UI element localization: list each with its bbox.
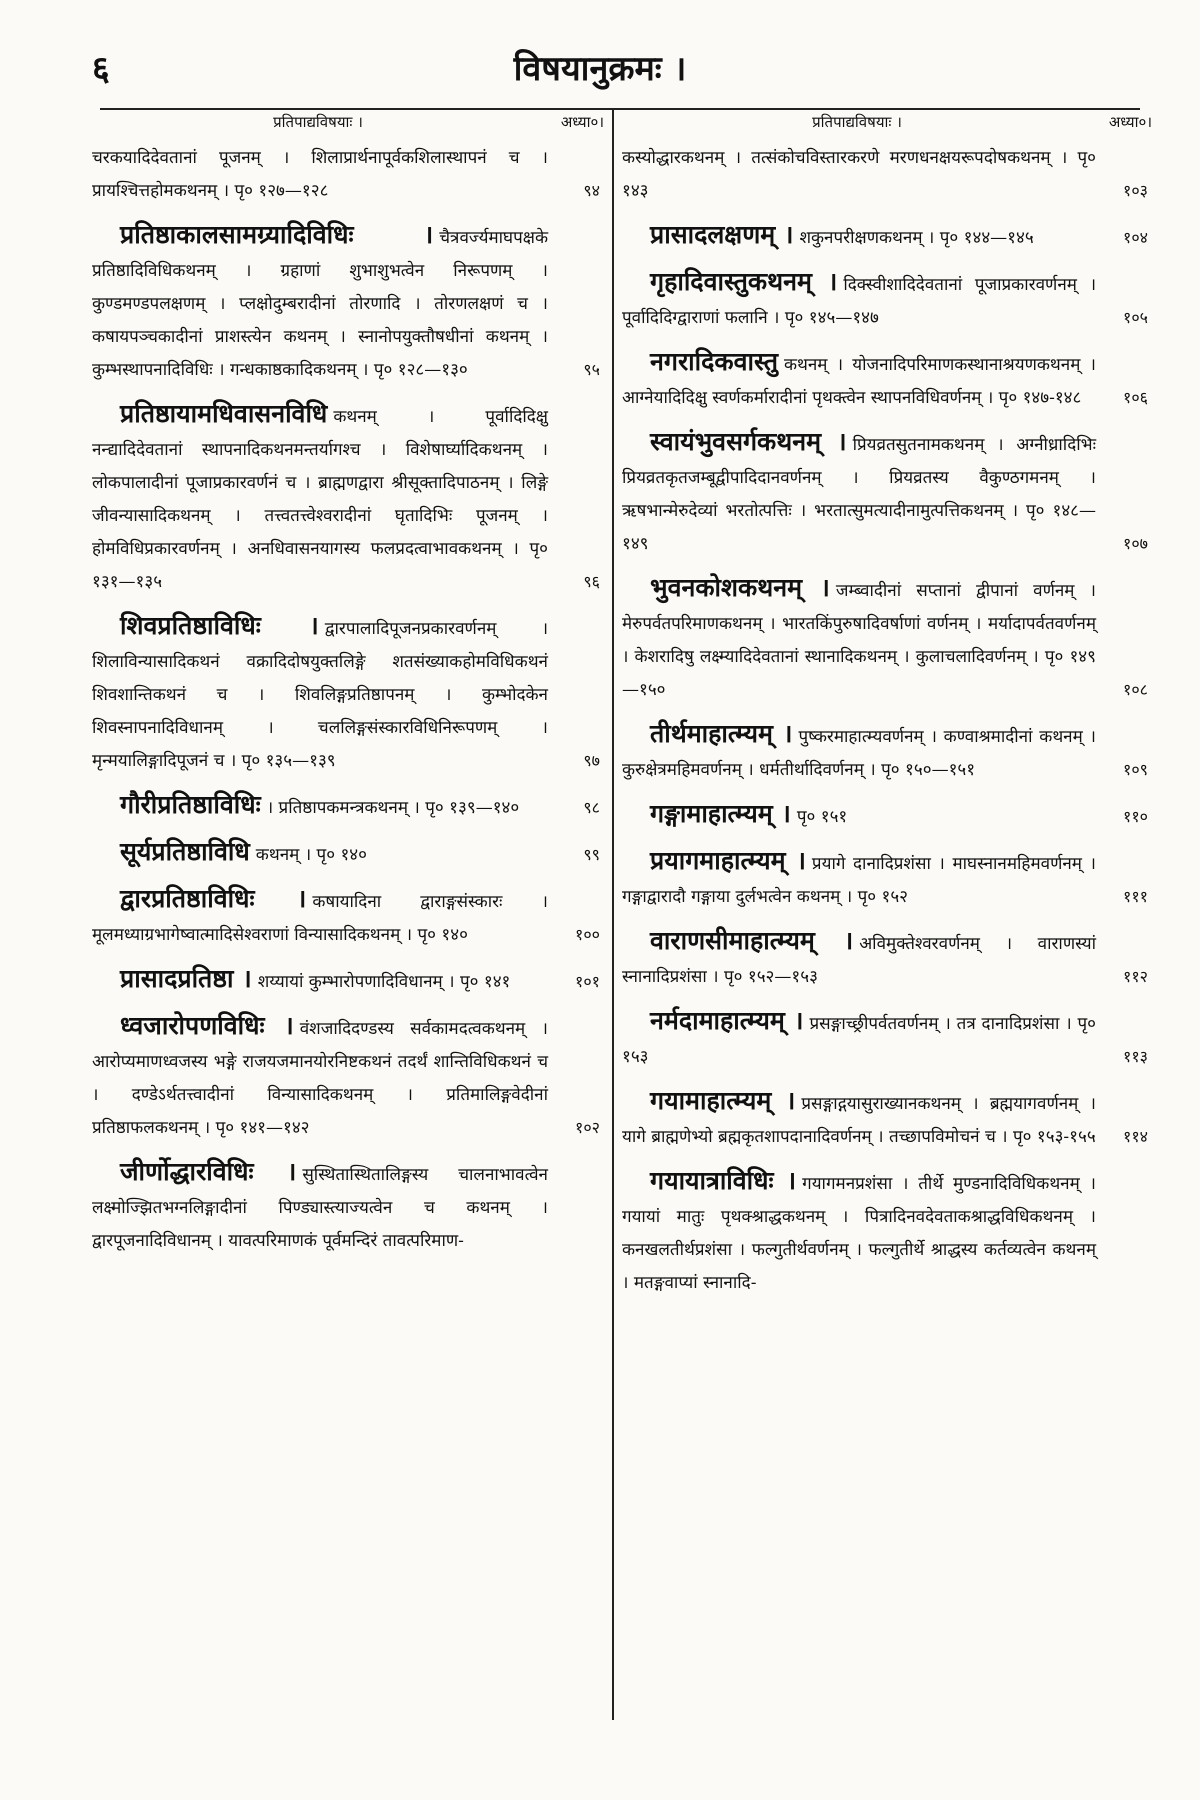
topics-header: प्रतिपाद्यविषयाः ।	[812, 113, 902, 131]
chapter-number: १०५	[1123, 308, 1148, 327]
entry-description: चैत्रवर्ज्यमाघपक्षके प्रतिष्ठादिविधिकथनम् । ग्रहाणां शुभाशुभत्वेन निरूपणम् । कुण्डमण्डपलक्षणम् । प्लक्षोदुम्बरादीनां तोरणादि । तोरणलक्षणं च । कषायपञ्चकादीनां प्राशस्त्येन कथनम् । स्नानोपयुक्तौषधीनां कथनम् । कुम्भस्थापनादिविधिः । गन्धकाष्ठकादिकथनम् । पृ० १२८—१३०	[92, 228, 548, 380]
entry-description: द्वारपालादिपूजनप्रकारवर्णनम् । शिलाविन्यासादिकथनं वक्रादिदोषयुक्तलिङ्गे शतसंख्याकहोमविधिकथनं शिवशान्तिकथनं च । शिवलिङ्गप्रतिष्ठापनम् । कुम्भोदकेन शिवस्नापनादिविधानम् । चललिङ्गसंस्कारविधिनिरूपणम् । मृन्मयालिङ्गादिपूजनं च । पृ० १३५—१३९	[92, 619, 549, 771]
chapter-number: १११	[1123, 887, 1148, 906]
entry-text-block	[622, 571, 1096, 707]
entry-heading: प्रासादप्रतिष्ठा ।	[120, 964, 252, 993]
chapter-number: ९४	[583, 181, 600, 200]
entry-text-block	[92, 609, 548, 778]
entry-text-block	[622, 142, 1096, 208]
entry-text-block	[92, 1009, 548, 1145]
entry-description: प्रसङ्गाच्छ्रीपर्वतवर्णनम् । तत्र दानादिप्रशंसा । पृ० १५३	[622, 1014, 1096, 1067]
left-column-header	[92, 112, 604, 142]
entry-description: दिक्स्वीशादिदेवतानां पूजाप्रकारवर्णनम् । पूर्वादिदिग्द्वाराणां फलानि । पृ० १४५—१४७	[622, 275, 1097, 328]
entry-text-block	[622, 717, 1096, 787]
chapter-number: १०३	[1123, 181, 1148, 200]
chapter-number: ११२	[1123, 967, 1148, 986]
entry-heading: नगरादिकवास्तु	[650, 347, 778, 376]
entry-description: प्रसङ्गाद्गयासुराख्यानकथनम् । ब्रह्मयागवर्णनम् । यागे ब्राह्मणेभ्यो ब्रह्मकृतशापदानादिवर्णनम् । तच्छापविमोचनं च । पृ० १५३-१५५	[622, 1094, 1096, 1147]
entry-text-block	[92, 218, 548, 387]
entry-text-block	[622, 1164, 1096, 1300]
entry-heading: प्रतिष्ठाकालसामग्र्यादिविधिः ।	[120, 220, 434, 249]
chapter-number: १०२	[575, 1118, 600, 1137]
chapter-number: ९६	[583, 572, 600, 591]
toc-entry	[622, 1084, 1152, 1154]
entry-heading: शिवप्रतिष्ठाविधिः ।	[120, 611, 319, 640]
entry-description: पृ० १५१	[796, 807, 848, 827]
entry-description: कथनम् । पूर्वादिदिक्षु नन्द्यादिदेवतानां स्थापनादिकथनमन्तर्यागश्च । विशेषार्घ्यादिकथनम् । लोकपालादीनां पूजाप्रकारवर्णनं च । ब्राह्मणद्वारा श्रीसूक्तादिपाठनम् । लिङ्गे जीवन्यासादिकथनम् । तत्त्वतत्त्वेश्वरादीनां घृतादिभिः पूजनम् । होमविधिप्रकारवर्णनम् । अनधिवासनयागस्य फलप्रदत्वाभावकथनम् । पृ० १३१—१३५	[92, 407, 548, 592]
entry-description: वंशजादिदण्डस्य सर्वकामदत्वकथनम् । आरोप्यमाणध्वजस्य भङ्गे राजयजमानयोरनिष्टकथनं तदर्थं शान्तिविधिकथनं च । दण्डेऽर्थतत्त्वादीनां विन्यासादिकथनम् । प्रतिमालिङ्गवेदीनां प्रतिष्ठाफलकथनम् । पृ० १४१—१४२	[92, 1019, 548, 1138]
toc-entry	[622, 265, 1152, 335]
toc-entry	[622, 571, 1152, 707]
chapter-number: १०६	[1123, 388, 1148, 407]
entry-description: शय्यायां कुम्भारोपणादिविधानम् । पृ० १४१	[257, 972, 511, 992]
toc-entry	[92, 788, 604, 825]
toc-entry	[622, 218, 1152, 255]
entry-heading: गयायात्राविधिः ।	[650, 1166, 797, 1195]
entry-text-block	[92, 397, 548, 599]
entry-text-block	[622, 797, 1096, 834]
entry-description: कषायादिना द्वाराङ्गसंस्कारः । मूलमध्याग्रभागेष्वात्मादिसेश्वराणां विन्यासादिकथनम् । पृ० १४०	[92, 892, 549, 945]
toc-entry	[622, 1164, 1152, 1300]
chapter-header: अध्या०।	[560, 113, 604, 131]
entry-description: जम्ब्वादीनां सप्तानां द्वीपानां वर्णनम् । मेरुपर्वतपरिमाणकथनम् । भारतकिंपुरुषादिवर्षाणां वर्णनम् । मर्यादापर्वतवर्णनम् । केशरादिषु लक्ष्म्यादिदेवतानां स्थानादिकथनम् । कुलाचलादिवर्णनम् । पृ० १४९—१५०	[622, 581, 1096, 700]
entry-text-block	[92, 1155, 548, 1258]
entry-description: कथनम् । पृ० १४०	[255, 845, 367, 865]
toc-entry	[622, 797, 1152, 834]
header-rule	[100, 108, 1140, 110]
entry-description: अविमुक्तेश्वरवर्णनम् । वाराणस्यां स्नानादिप्रशंसा । पृ० १५२—१५३	[622, 934, 1096, 987]
entry-heading: नर्मदामाहात्म्यम् ।	[650, 1006, 804, 1035]
column-divider	[612, 110, 614, 1720]
entry-description: गयागमनप्रशंसा । तीर्थे मुण्डनादिविधिकथनम् । गयायां मातुः पृथक्श्राद्धकथनम् । पित्रादिनवदेवताकश्राद्धविधिकथनम् । कनखलतीर्थप्रशंसा । फल्गुतीर्थवर्णनम् । फल्गुतीर्थे श्राद्धस्य कर्तव्यत्वेन कथनम् । मतङ्गवाप्यां स्नानादि-	[622, 1174, 1096, 1293]
entry-heading: ध्वजारोपणविधिः ।	[120, 1011, 294, 1040]
toc-entry	[622, 425, 1152, 561]
entry-description: । प्रतिष्ठापकमन्त्रकथनम् । पृ० १३९—१४०	[266, 798, 520, 818]
topics-header: प्रतिपाद्यविषयाः ।	[273, 113, 363, 131]
right-column	[622, 112, 1152, 1310]
entry-text-block	[622, 425, 1096, 561]
entry-heading: भुवनकोशकथनम् ।	[650, 573, 830, 602]
entry-text-block	[622, 345, 1096, 415]
toc-entry	[92, 835, 604, 872]
entry-text-block	[622, 844, 1096, 914]
entry-text-block	[622, 924, 1096, 994]
page-number: ६	[92, 49, 110, 89]
entry-text-block	[622, 1084, 1096, 1154]
entry-text-block	[92, 882, 548, 952]
toc-entry	[622, 345, 1152, 415]
entry-description: शकुनपरीक्षणकथनम् । पृ० १४४—१४५	[799, 228, 1034, 248]
chapter-number: १०९	[1123, 760, 1148, 779]
chapter-number: ९५	[583, 360, 600, 379]
toc-entry	[92, 962, 604, 999]
entry-heading: वाराणसीमाहात्म्यम् ।	[650, 926, 854, 955]
chapter-number: १०७	[1123, 534, 1148, 553]
chapter-number: १०१	[575, 972, 600, 991]
toc-entry	[92, 142, 604, 208]
toc-entry	[92, 609, 604, 778]
chapter-number: ११०	[1123, 807, 1148, 826]
chapter-number: ९९	[583, 845, 600, 864]
entry-description: कस्योद्धारकथनम् । तत्संकोचविस्तारकरणे मरणधनक्षयरूपदोषकथनम् । पृ० १४३	[622, 148, 1096, 201]
chapter-number: १०४	[1123, 228, 1148, 247]
toc-entry	[92, 397, 604, 599]
entry-text-block	[92, 835, 548, 872]
toc-entry	[92, 1009, 604, 1145]
toc-entry	[622, 924, 1152, 994]
entry-description: पुष्करमाहात्म्यवर्णनम् । कण्वाश्रमादीनां कथनम् । कुरुक्षेत्रमहिमवर्णनम् । धर्मतीर्थादिवर्णनम् । पृ० १५०—१५१	[622, 727, 1096, 780]
right-column-header	[622, 112, 1152, 142]
chapter-number: १००	[575, 925, 600, 944]
entry-heading: सूर्यप्रतिष्ठाविधि	[120, 837, 250, 866]
chapter-number: ११४	[1123, 1127, 1148, 1146]
entry-heading: स्वायंभुवसर्गकथनम् ।	[650, 427, 847, 456]
toc-entry	[92, 1155, 604, 1258]
entry-heading: प्रासादलक्षणम् ।	[650, 220, 794, 249]
entry-text-block	[622, 1004, 1096, 1074]
chapter-header: अध्या०।	[1108, 113, 1152, 131]
chapter-number: ९८	[583, 798, 600, 817]
entry-description: कथनम् । योजनादिपरिमाणकस्थानाश्रयणकथनम् । आग्नेयादिदिक्षु स्वर्णकर्मारादीनां पृथक्त्वेन स्थापनविधिवर्णनम् । पृ० १४७-१४८	[622, 355, 1096, 408]
toc-entry	[622, 844, 1152, 914]
entry-heading: गृहादिवास्तुकथनम् ।	[650, 267, 838, 296]
toc-entry	[92, 218, 604, 387]
page-title: विषयानुक्रमः ।	[513, 49, 687, 89]
entry-heading: प्रतिष्ठायामधिवासनविधि	[120, 399, 328, 428]
entry-heading: गौरीप्रतिष्ठाविधिः	[120, 790, 261, 819]
chapter-number: ९७	[583, 751, 600, 770]
toc-entry	[622, 1004, 1152, 1074]
entry-heading: प्रयागमाहात्म्यम् ।	[650, 846, 806, 875]
entry-heading: गयामाहात्म्यम् ।	[650, 1086, 796, 1115]
entry-heading: जीर्णोद्धारविधिः ।	[120, 1157, 297, 1186]
toc-entry	[622, 717, 1152, 787]
entry-text-block	[92, 962, 548, 999]
entry-description: प्रयागे दानादिप्रशंसा । माघस्नानमहिमवर्णनम् । गङ्गाद्वारादौ गङ्गाया दुर्लभत्वेन कथनम् । पृ० १५२	[622, 854, 1096, 907]
entry-description: सुस्थितास्थितालिङ्गस्य चालनाभावत्वेन लक्ष्मोज्झितभग्नलिङ्गादीनां पिण्ड्यास्त्याज्यत्वेन च कथनम् । द्वारपूजनादिविधानम् । यावत्परिमाणकं पूर्वमन्दिरं तावत्परिमाण-	[92, 1165, 548, 1251]
entry-text-block	[622, 265, 1096, 335]
entry-heading: द्वारप्रतिष्ठाविधिः ।	[120, 884, 307, 913]
chapter-number: १०८	[1123, 680, 1148, 699]
left-column	[92, 112, 604, 1268]
entry-text-block	[622, 218, 1096, 255]
entry-heading: गङ्गामाहात्म्यम् ।	[650, 799, 791, 828]
entry-description: चरकयादिदेवतानां पूजनम् । शिलाप्रार्थनापूर्वकशिलास्थापनं च । प्रायश्चित्तहोमकथनम् । पृ० १२७—१२८	[92, 148, 548, 201]
toc-entry	[622, 142, 1152, 208]
chapter-number: ११३	[1123, 1047, 1148, 1066]
entry-text-block	[92, 788, 548, 825]
entry-text-block	[92, 142, 548, 208]
entry-description: प्रियव्रतसुतनामकथनम् । अग्नीध्रादिभिः प्रियव्रतकृतजम्बूद्वीपादिदानवर्णनम् । प्रियव्रतस्य वैकुण्ठगमनम् । ऋषभान्मेरुदेव्यां भरतोत्पत्तिः । भरतात्सुमत्यादीनामुत्पत्तिकथनम् । पृ० १४८—१४९	[622, 435, 1097, 554]
toc-entry	[92, 882, 604, 952]
entry-heading: तीर्थमाहात्म्यम् ।	[650, 719, 793, 748]
